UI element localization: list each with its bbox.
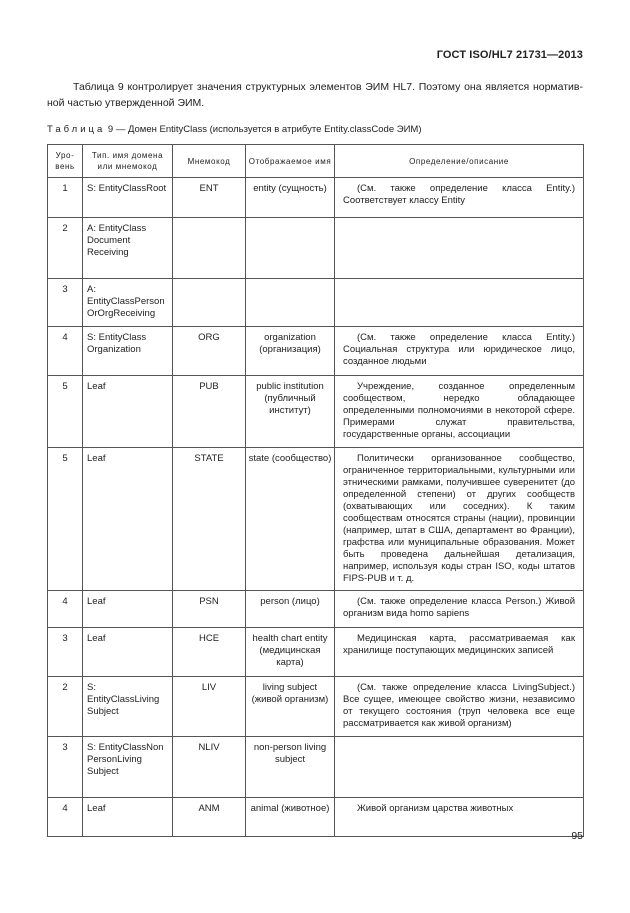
caption-title: — Домен EntityClass (используется в атрибуте Entity.classCode ЭИМ): [113, 124, 422, 135]
intro-paragraph: [47, 79, 583, 111]
cell-display: entity (сущность): [246, 178, 335, 218]
cell-definition: [335, 376, 584, 448]
cell-mnemonic: HCE: [173, 628, 246, 677]
cell-mnemonic: [173, 279, 246, 327]
cell-mnemonic: ORG: [173, 327, 246, 376]
table-row: [48, 279, 584, 327]
cell-level: 3: [48, 279, 83, 327]
cell-level: 2: [48, 677, 83, 737]
cell-definition: [335, 591, 584, 628]
cell-mnemonic: [173, 218, 246, 279]
cell-definition: [335, 677, 584, 737]
cell-level: 2: [48, 218, 83, 279]
cell-level: 1: [48, 178, 83, 218]
cell-type: S: EntityClassLiving Subject: [83, 677, 173, 737]
definition-text: Живой организм царства животных: [357, 803, 514, 814]
definition-text: (См. также определение класса Person.) Живой организм вида homo sapiens: [343, 596, 575, 619]
cell-display: health chart entity (медицинская карта): [246, 628, 335, 677]
table-row: [48, 798, 584, 837]
cell-type: Leaf: [83, 376, 173, 448]
cell-type: S: EntityClassNon PersonLiving Subject: [83, 737, 173, 798]
cell-level: 5: [48, 448, 83, 591]
header-display: Отображаемое имя: [246, 145, 335, 178]
cell-level: 3: [48, 737, 83, 798]
cell-type: Leaf: [83, 798, 173, 837]
cell-display: living subject (живой организм): [246, 677, 335, 737]
cell-level: 4: [48, 591, 83, 628]
cell-mnemonic: STATE: [173, 448, 246, 591]
table-row: [48, 327, 584, 376]
cell-display: non-person living subject: [246, 737, 335, 798]
table-header-row: [48, 145, 584, 178]
cell-type: Leaf: [83, 448, 173, 591]
cell-definition: [335, 737, 584, 798]
cell-display: public institution (публичный институт): [246, 376, 335, 448]
cell-type: A: EntityClassPerson OrOrgReceiving: [83, 279, 173, 327]
definition-text: Медицинская карта, рассматриваемая как хранилище поступающих медицинских записей: [343, 633, 575, 656]
cell-definition: [335, 628, 584, 677]
table-row: [48, 628, 584, 677]
cell-mnemonic: NLIV: [173, 737, 246, 798]
cell-display: [246, 218, 335, 279]
cell-definition: [335, 798, 584, 837]
cell-type: Leaf: [83, 628, 173, 677]
cell-level: 4: [48, 327, 83, 376]
table-row: [48, 218, 584, 279]
cell-type: S: EntityClass Organization: [83, 327, 173, 376]
header-type: Тип. имя домена или мнемокод: [83, 145, 173, 178]
entity-class-table: [47, 144, 584, 837]
table-row: [48, 737, 584, 798]
cell-mnemonic: ANM: [173, 798, 246, 837]
cell-definition: [335, 218, 584, 279]
cell-level: 4: [48, 798, 83, 837]
table-row: [48, 677, 584, 737]
cell-definition: [335, 178, 584, 218]
standard-header: ГОСТ ISO/HL7 21731—2013: [436, 49, 583, 61]
cell-display: animal (животное): [246, 798, 335, 837]
cell-definition: [335, 327, 584, 376]
definition-text: (См. также определение класса Entity.) Соответствует классу Entity: [343, 183, 575, 206]
table-row: [48, 591, 584, 628]
definition-text: (См. также определение класса LivingSubject.) Все сущее, имеющее свойство жизни, независимо от текущего состояния (труп человека все еще рассматривается как живой организм): [343, 682, 575, 729]
cell-mnemonic: LIV: [173, 677, 246, 737]
cell-display: [246, 279, 335, 327]
cell-definition: [335, 448, 584, 591]
cell-display: state (сообщество): [246, 448, 335, 591]
cell-definition: [335, 279, 584, 327]
table-row: [48, 178, 584, 218]
table-row: [48, 376, 584, 448]
cell-mnemonic: PSN: [173, 591, 246, 628]
table-row: [48, 448, 584, 591]
header-level: Уро-вень: [48, 145, 83, 178]
intro-text: Таблица 9 контролирует значения структурных элементов ЭИМ HL7. Поэтому она является нормативной частью утвержденной ЭИМ.: [47, 81, 583, 109]
header-definition: Определение/описание: [335, 145, 584, 178]
cell-level: 3: [48, 628, 83, 677]
cell-mnemonic: ENT: [173, 178, 246, 218]
cell-type: S: EntityClassRoot: [83, 178, 173, 218]
cell-type: Leaf: [83, 591, 173, 628]
cell-display: organization (организация): [246, 327, 335, 376]
caption-label: Таблица: [47, 124, 106, 135]
cell-mnemonic: PUB: [173, 376, 246, 448]
definition-text: (См. также определение класса Entity.) Социальная структура или юридическое лицо, созданное людьми: [343, 332, 575, 367]
table-caption: [47, 124, 422, 135]
page-number: 95: [571, 830, 583, 842]
cell-type: A: EntityClass Document Receiving: [83, 218, 173, 279]
cell-display: person (лицо): [246, 591, 335, 628]
definition-text: Политически организованное сообщество, ограниченное территориальными, культурными или этническими рамками, получившее суверенитет (до определенной степени) от других сообществ (охватывающих или соседних). К таким сообществам относятся страны (нации), провинции (например, штат в США, департамент во Франции), графства или муниципальные образования. Может быть проведена дальнейшая детализация, например, используя коды стран ISO, коды штатов FIPS-PUB и т. д.: [343, 453, 575, 584]
caption-number: 9: [107, 124, 114, 135]
definition-text: Учреждение, созданное определенным сообществом, нередко обладающее определенными полномочиями в некоторой сфере. Примерами служат правительства, государственные органы, ассоциации: [343, 381, 575, 440]
header-mnemonic: Мнемокод: [173, 145, 246, 178]
cell-level: 5: [48, 376, 83, 448]
